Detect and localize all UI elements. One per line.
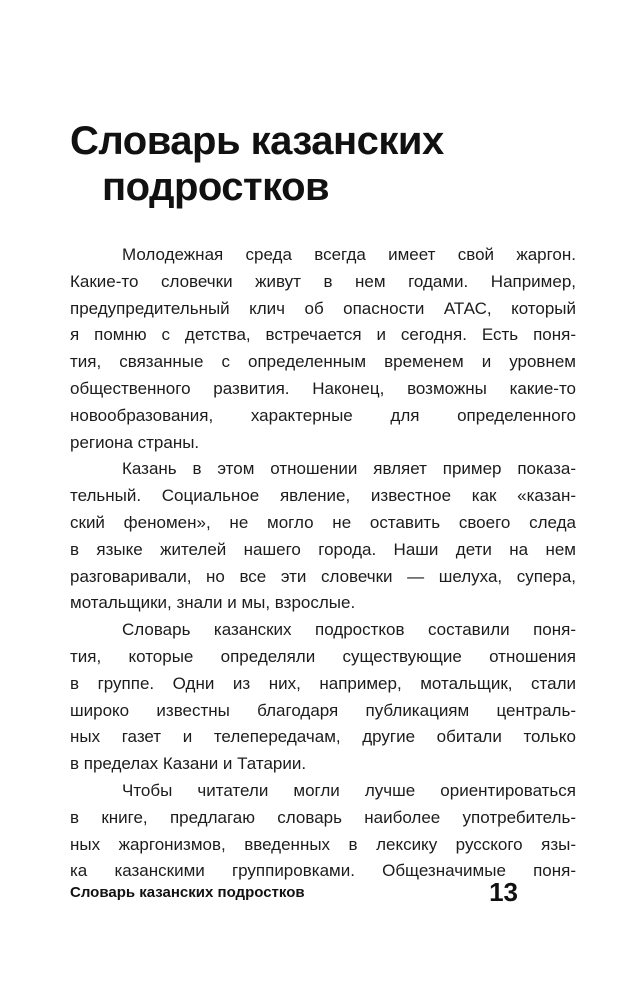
paragraph-3-line-4: широко известны благодаря публикациям централь- [70,700,576,720]
paragraph-1-line-5: тия, связанные с определенным временем и уровнем [70,352,576,372]
page-number: 13 [489,877,518,907]
page-footer [70,877,518,907]
paragraph-3-line-2: тия, которые определяли существующие отношения [70,646,576,666]
paragraph-1-line-6: общественного развития. Наконец, возможны какие-то [70,378,576,398]
paragraph-1-line-2: Какие-то словечки живут в нем годами. Например, [70,271,576,291]
paragraph-1-line-3: предупредительный клич об опасности АТАС, который [70,298,576,318]
running-head: Словарь казанских подростков [70,884,305,901]
paragraph-1-line-8: региона страны. [70,432,200,452]
paragraph-2-line-2: тельный. Социальное явление, известное как «казан- [70,486,576,506]
paragraph-2-line-5: разговаривали, но все эти словечки — шелуха, супера, [70,566,576,586]
paragraph-4-line-4: ка казанскими группировками. Общезначимые поня- [70,861,576,881]
paragraph-2-line-6: мотальщики, знали и мы, взрослые. [70,593,356,613]
paragraph-3-line-3: в группе. Одни из них, например, мотальщик, стали [70,673,576,693]
paragraph-1-line-4: я помню с детства, встречается и сегодня. Есть поня- [70,325,576,345]
chapter-title-line-1: Словарь казанских [70,119,444,163]
paragraph-3-line-5: ных газет и телепередачам, другие обитали только [70,727,576,747]
paragraph-3-line-1: Словарь казанских подростков составили поня- [122,620,576,640]
paragraph-1-line-1: Молодежная среда всегда имеет свой жаргон. [122,245,576,264]
paragraph-4-line-2: в книге, предлагаю словарь наиболее употребитель- [70,807,576,827]
paragraph-4-line-1: Чтобы читатели могли лучше ориентироваться [122,780,576,800]
paragraph-3-line-6: в пределах Казани и Татарии. [70,754,307,774]
paragraph-2-line-3: ский феномен», не могло не оставить своего следа [70,512,576,532]
chapter-title-line-2: подростков [102,165,330,209]
body-text [70,242,576,885]
chapter-title [70,118,590,210]
paragraph-2-line-1: Казань в этом отношении являет пример показа- [122,459,576,479]
paragraph-1-line-7: новообразования, характерные для определенного [70,405,576,425]
paragraph-4-line-3: ных жаргонизмов, введенных в лексику русского язы- [70,834,576,854]
paragraph-2-line-4: в языке жителей нашего города. Наши дети на нем [70,539,576,559]
